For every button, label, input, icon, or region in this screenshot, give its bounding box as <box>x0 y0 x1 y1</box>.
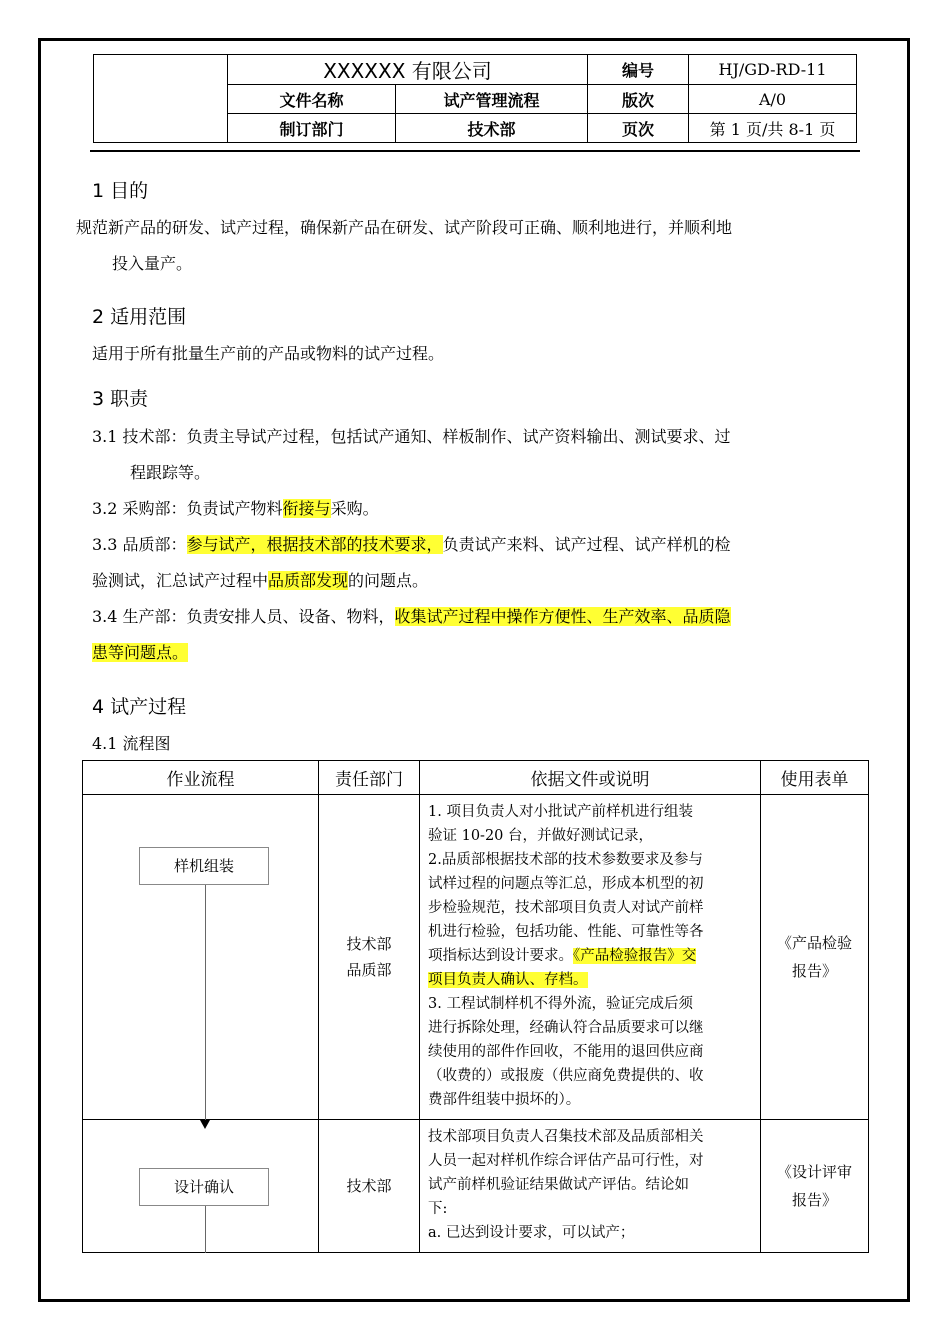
header-process: 作业流程 <box>83 761 319 795</box>
dept-line: 技术部 <box>346 935 392 953</box>
desc-line: 试样过程的问题点等汇总，形成本机型的初 <box>428 876 704 892</box>
section-4-1-subtitle: 4.1 流程图 <box>92 734 171 753</box>
flow-connector <box>205 885 206 1120</box>
resp-3-4-line1 <box>92 599 731 635</box>
desc-line: a. 已达到设计要求，可以试产； <box>428 1225 635 1241</box>
form-line: 报告》 <box>791 1191 837 1209</box>
table-row <box>83 795 869 1120</box>
form-line: 《设计评审 <box>776 1163 852 1181</box>
desc-line: 费部件组装中损坏的）。 <box>428 1092 581 1108</box>
resp-3-3-line2-text: 验测试，汇总试产过程中 <box>92 571 269 590</box>
resp-3-2-highlight: 衔接与 <box>282 499 331 518</box>
resp-3-4-highlight: 收集试产过程中操作方便性、生产效率、品质隐 <box>394 607 731 626</box>
desc-highlight: 《产品检验报告》交 <box>573 948 697 964</box>
company-name: XXXXXX 有限公司 <box>228 55 588 85</box>
description-cell <box>420 795 761 1120</box>
page-label: 页次 <box>588 114 689 143</box>
desc-line: 验证 10-20 台，并做好测试记录， <box>428 828 654 844</box>
resp-3-1-line1: 3.1 技术部：负责主导试产过程，包括试产通知、样板制作、试产资料输出、测试要求、过 <box>92 427 731 446</box>
form-cell <box>761 795 869 1120</box>
resp-3-3-line2 <box>92 563 428 599</box>
resp-3-2 <box>92 491 379 527</box>
resp-3-2-text-end: 采购。 <box>330 499 379 518</box>
dept-cell <box>319 1120 420 1253</box>
resp-3-2-text: 3.2 采购部：负责试产物料 <box>92 499 283 518</box>
resp-3-3-line2-text-end: 的问题点。 <box>348 571 429 590</box>
desc-line: （收费的）或报废（供应商免费提供的、收 <box>428 1068 704 1084</box>
resp-3-4-line2 <box>92 635 188 671</box>
resp-3-3-highlight: 参与试产，根据技术部的技术要求， <box>186 535 443 554</box>
doc-number-label: 编号 <box>588 55 689 85</box>
desc-line: 进行拆除处理，经确认符合品质要求可以继 <box>428 1020 704 1036</box>
section-1-text-line1: 规范新产品的研发、试产过程，确保新产品在研发、试产阶段可正确、顺利地进行，并顺利地 <box>76 218 733 237</box>
desc-line: 3. 工程试制样机不得外流，验证完成后须 <box>428 996 693 1012</box>
dept-label: 制订部门 <box>228 114 396 143</box>
desc-highlight: 项目负责人确认、存档。 <box>428 972 588 988</box>
resp-3-3-line2-highlight: 品质部发现 <box>268 571 349 590</box>
dept-line: 品质部 <box>346 961 392 979</box>
header-form: 使用表单 <box>761 761 869 795</box>
process-cell <box>83 1120 319 1253</box>
desc-line <box>428 944 752 968</box>
resp-3-4-line2-highlight: 患等问题点。 <box>92 643 189 662</box>
flow-table-header-row <box>83 761 869 795</box>
table-row <box>83 1120 869 1253</box>
flow-node-sample-assembly: 样机组装 <box>139 847 269 885</box>
resp-3-3-line1 <box>92 527 731 563</box>
section-3-title: 3 职责 <box>92 388 149 410</box>
desc-line: 步检验规范，技术部项目负责人对试产前样 <box>428 900 704 916</box>
section-1-title: 1 目的 <box>92 180 149 202</box>
file-name-label: 文件名称 <box>228 85 396 114</box>
document-header-table <box>93 54 857 143</box>
desc-text: 项指标达到设计要求。 <box>428 948 573 964</box>
dept-cell <box>319 795 420 1120</box>
desc-line: 试产前样机验证结果做试产评估。结论如 <box>428 1177 689 1193</box>
process-cell <box>83 795 319 1120</box>
desc-line: 下: <box>428 1201 448 1217</box>
file-name-value: 试产管理流程 <box>396 85 588 114</box>
page-value: 第 1 页/共 8-1 页 <box>689 114 857 143</box>
section-1-text-line2: 投入量产。 <box>112 254 193 273</box>
resp-3-1-line2: 程跟踪等。 <box>130 463 211 482</box>
desc-line: 人员一起对样机作综合评估产品可行性，对 <box>428 1153 704 1169</box>
flow-connector <box>205 1206 206 1253</box>
arrow-down-icon <box>200 1120 210 1129</box>
resp-3-3-text: 3.3 品质部： <box>92 535 187 554</box>
flow-node-design-confirm: 设计确认 <box>139 1168 269 1206</box>
description-cell <box>420 1120 761 1253</box>
section-2-text: 适用于所有批量生产前的产品或物料的试产过程。 <box>92 344 445 363</box>
resp-3-3-text-end: 负责试产来料、试产过程、试产样机的检 <box>442 535 731 554</box>
flow-chart-table <box>82 760 869 1253</box>
desc-line: 技术部项目负责人召集技术部及品质部相关 <box>428 1129 704 1145</box>
form-line: 《产品检验 <box>776 934 852 952</box>
version-label: 版次 <box>588 85 689 114</box>
header-description: 依据文件或说明 <box>420 761 761 795</box>
form-cell <box>761 1120 869 1253</box>
desc-line <box>428 968 752 992</box>
dept-value: 技术部 <box>396 114 588 143</box>
form-line: 报告》 <box>791 962 837 980</box>
logo-cell <box>94 55 228 143</box>
header-dept: 责任部门 <box>319 761 420 795</box>
desc-line: 续使用的部件作回收，不能用的退回供应商 <box>428 1044 704 1060</box>
version-value: A/0 <box>689 85 857 114</box>
desc-line: 机进行检验，包括功能、性能、可靠性等各 <box>428 924 704 940</box>
header-divider <box>90 150 860 152</box>
dept-line: 技术部 <box>346 1177 392 1195</box>
resp-3-4-text: 3.4 生产部：负责安排人员、设备、物料， <box>92 607 395 626</box>
desc-line: 2.品质部根据技术部的技术参数要求及参与 <box>428 852 703 868</box>
desc-line: 1. 项目负责人对小批试产前样机进行组装 <box>428 804 693 820</box>
section-2-title: 2 适用范围 <box>92 306 187 328</box>
doc-number-value: HJ/GD-RD-11 <box>689 55 857 85</box>
section-4-title: 4 试产过程 <box>92 696 187 718</box>
